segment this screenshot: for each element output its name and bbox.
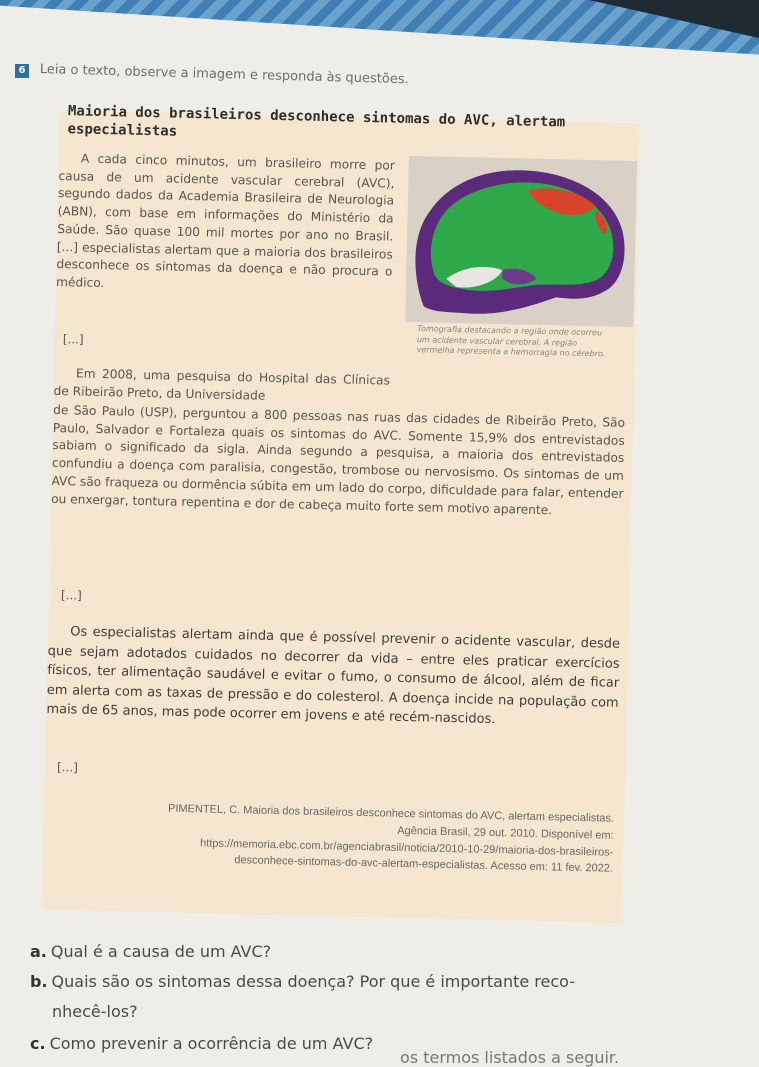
question-b-letter: b.: [30, 972, 48, 991]
question-c-letter: c.: [30, 1034, 46, 1053]
article-paragraph-4-text: Os especialistas alertam ainda que é possível prevenir o acidente vascular, desde que sejam adotados cuidados no decorrer da vida – entre eles praticar exercícios físicos, ter alimentação saudável e evitar o fumo, o consumo de álcool, além de ficar em alerta com as taxas de pressão e do colesterol. A doença incide na população com mais de 65 anos, mas pode ocorrer em jovens e até recém-nascidos.: [46, 624, 620, 727]
article-card: [42, 110, 640, 923]
brain-tomography-image: [405, 156, 637, 327]
brain-scan-graphic: [405, 156, 637, 327]
image-caption: Tomografia destacando a região onde ocorreu um acidente vascular cerebral. A região vermelha representa a hemorragia no cérebro.: [417, 324, 618, 360]
article-paragraph-1-text: A cada cinco minutos, um brasileiro morre por causa de um acidente vascular cerebral (AVC), segundo dados da Academia Brasileira de Neurologia (ABN), com base em informações do Ministério da Saúde. São quase 100 mil mortes por ano no Brasil. [...] especialistas alertam que a maioria dos brasileiros desconhece os sintomas da doença e não procura o médico.: [56, 151, 395, 289]
instruction-text: Leia o texto, observe a imagem e responda às questões.: [40, 62, 409, 87]
question-b-text: Quais são os sintomas dessa doença? Por que é importante reco-: [52, 972, 576, 991]
ellipsis-3: [...]: [57, 760, 78, 774]
question-b-continuation: nhecê-los?: [52, 1002, 138, 1021]
ellipsis-2: [...]: [61, 588, 82, 602]
article-paragraph-4: [46, 622, 620, 732]
article-paragraph-2: [53, 365, 390, 408]
question-a: [30, 942, 271, 961]
question-c-text: Como prevenir a ocorrência de um AVC?: [50, 1034, 374, 1053]
article-title: Maioria dos brasileiros desconhece sintomas do AVC, alertam especialistas: [67, 102, 568, 149]
article-paragraph-2-text: Em 2008, uma pesquisa do Hospital das Clínicas de Ribeirão Preto, da Universidade: [53, 366, 390, 402]
ellipsis-1: [...]: [63, 332, 84, 346]
next-question-partial: os termos listados a seguir.: [400, 1048, 619, 1067]
article-citation: PIMENTEL, C. Maioria dos brasileiros desconhece sintomas do AVC, alertam especialistas. Agência Brasil, 29 out. 2010. Disponível em: https://memoria.ebc.com.br/agenciabrasil/noticia/2010-10-29/maioria-dos-brasileiros-desconhece-sintomas-do-avc-alertam-especialistas. Acesso em: 11 fev. 2022.: [143, 800, 614, 878]
question-c: [30, 1034, 373, 1053]
question-number-badge: 6: [15, 64, 29, 78]
question-a-text: Qual é a causa de um AVC?: [51, 942, 271, 961]
question-b: [30, 972, 575, 991]
article-paragraph-3: de São Paulo (USP), perguntou a 800 pessoas nas ruas das cidades de Ribeirão Preto, São Paulo, Salvador e Fortaleza quais os sintomas do AVC. Somente 15,9% dos entrevistados sabiam o significado da sigla. Ainda segundo a pesquisa, a maioria dos entrevistados confundiu a doença com paralisia, congestão, trombose ou nervosismo. Os sintomas de um AVC são fraqueza ou dormência súbita em um lado do corpo, dificuldade para falar, entender ou enxergar, tontura repentina e dor de cabeça muito forte sem motivo aparente.: [51, 402, 625, 521]
article-paragraph-1: [56, 150, 395, 299]
question-a-letter: a.: [30, 942, 47, 961]
